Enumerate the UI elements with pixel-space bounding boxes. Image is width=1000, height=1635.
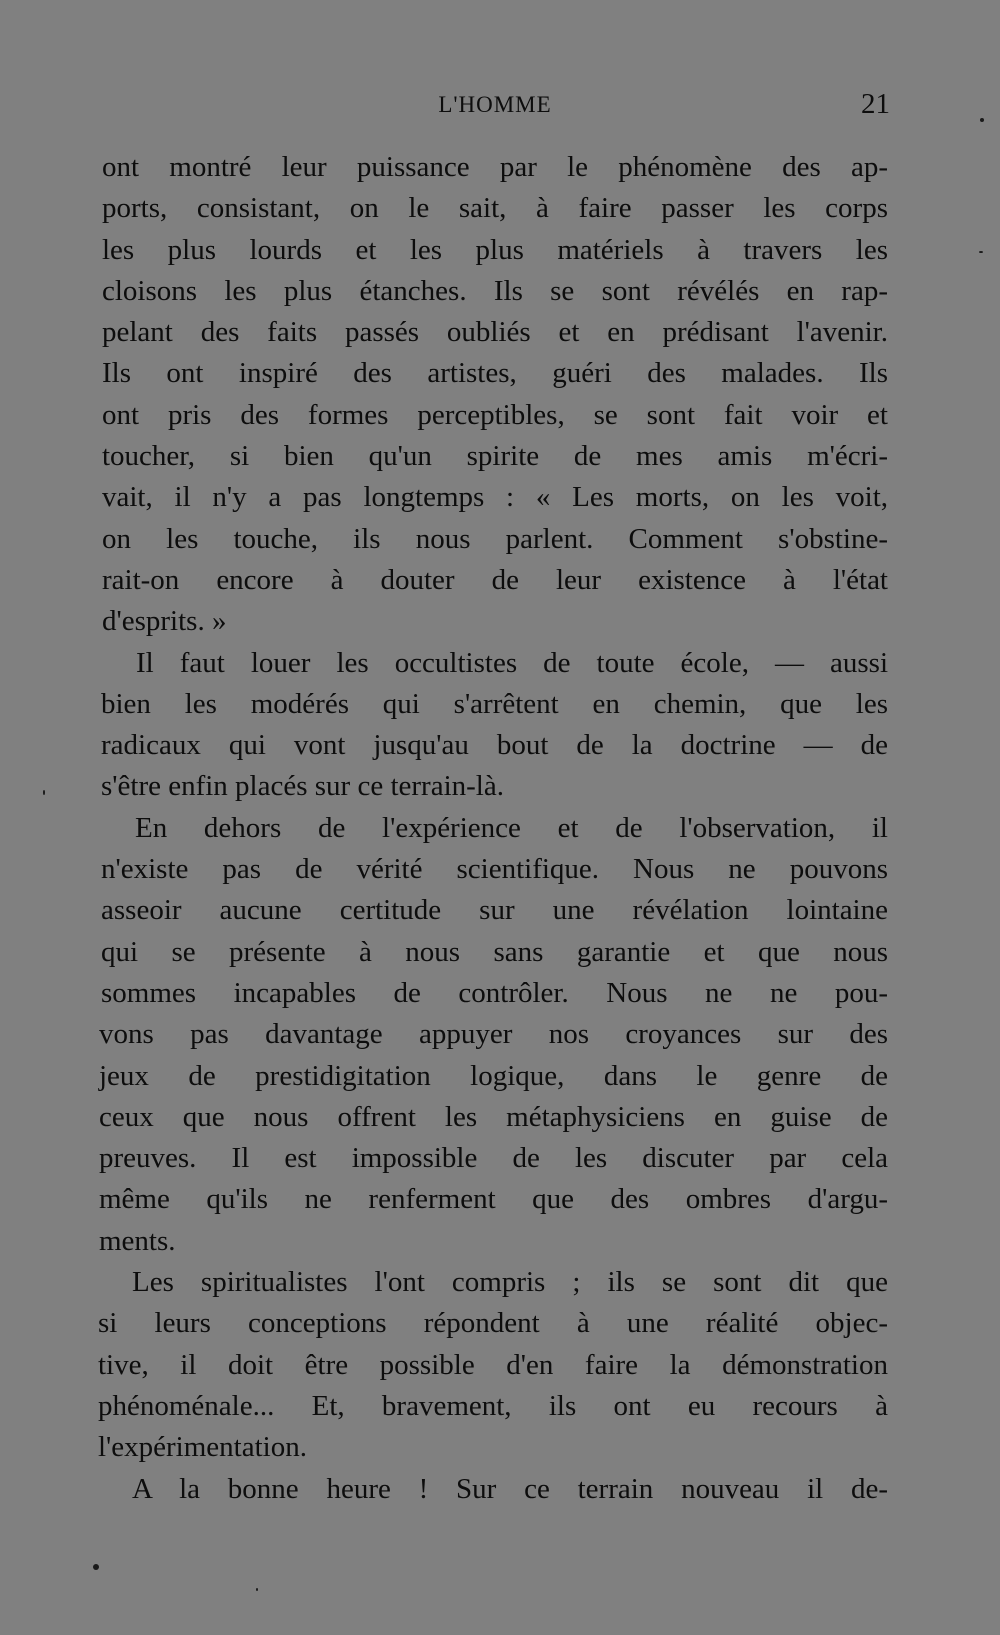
text-line: vons pas davantage appuyer nos croyances sur des xyxy=(99,1018,888,1051)
text-line: jeux de prestidigitation logique, dans le genre de xyxy=(99,1059,888,1092)
text-line: s'être enfin placés sur ce terrain-là. xyxy=(101,770,504,803)
text-line: ont montré leur puissance par le phénomène des ap- xyxy=(102,151,888,183)
ink-speck xyxy=(979,251,983,253)
text-line: Ils ont inspiré des artistes, guéri des malades. Ils xyxy=(102,357,888,390)
page-number: 21 xyxy=(861,88,890,120)
text-line: qui se présente à nous sans garantie et que nous xyxy=(101,935,888,968)
text-line: n'existe pas de vérité scientifique. Nous ne pouvons xyxy=(101,853,888,886)
paragraph-first-line: En dehors de l'expérience et de l'observation, il xyxy=(135,811,888,844)
text-line: ont pris des formes perceptibles, se sont fait voir et xyxy=(102,398,888,431)
text-line: cloisons les plus étanches. Ils se sont révélés en rap- xyxy=(102,274,888,307)
text-line: asseoir aucune certitude sur une révélation lointaine xyxy=(101,894,888,927)
text-line: pelant des faits passés oubliés et en prédisant l'avenir. xyxy=(102,316,888,349)
text-line: d'esprits. » xyxy=(102,605,227,638)
ink-speck xyxy=(93,1564,99,1570)
ink-speck xyxy=(43,790,45,795)
text-line: phénoménale... Et, bravement, ils ont eu recours à xyxy=(98,1389,888,1422)
ink-speck xyxy=(980,118,984,122)
text-line: sommes incapables de contrôler. Nous ne ne pou- xyxy=(101,976,888,1009)
paragraph-first-line: A la bonne heure ! Sur ce terrain nouveau il de- xyxy=(132,1472,888,1505)
paragraph-first-line: Les spiritualistes l'ont compris ; ils se sont dit que xyxy=(132,1266,888,1299)
text-line: ports, consistant, on le sait, à faire passer les corps xyxy=(102,192,888,225)
text-line: l'expérimentation. xyxy=(98,1431,307,1464)
text-line: on les touche, ils nous parlent. Comment s'obstine- xyxy=(102,522,888,555)
ink-speck xyxy=(256,1588,258,1591)
text-line: si leurs conceptions répondent à une réalité objec- xyxy=(98,1307,888,1340)
text-line: les plus lourds et les plus matériels à travers les xyxy=(102,233,888,266)
text-line: ceux que nous offrent les métaphysiciens en guise de xyxy=(99,1100,888,1133)
page-header xyxy=(100,88,890,128)
text-line: même qu'ils ne renferment que des ombres d'argu- xyxy=(99,1183,888,1216)
text-line: ments. xyxy=(99,1224,176,1257)
text-line: vait, il n'y a pas longtemps : « Les morts, on les voit, xyxy=(102,481,888,514)
text-line: tive, il doit être possible d'en faire la démonstration xyxy=(98,1348,888,1381)
running-title: L'HOMME xyxy=(438,92,552,117)
text-line: preuves. Il est impossible de les discuter par cela xyxy=(99,1142,888,1175)
body-text xyxy=(98,147,888,1510)
text-line: toucher, si bien qu'un spirite de mes amis m'écri- xyxy=(102,440,888,473)
text-line: radicaux qui vont jusqu'au bout de la doctrine — de xyxy=(101,729,888,762)
text-line: rait-on encore à douter de leur existence à l'état xyxy=(102,563,888,596)
paragraph-first-line: Il faut louer les occultistes de toute école, — aussi xyxy=(136,646,888,679)
text-line: bien les modérés qui s'arrêtent en chemin, que les xyxy=(101,687,888,720)
